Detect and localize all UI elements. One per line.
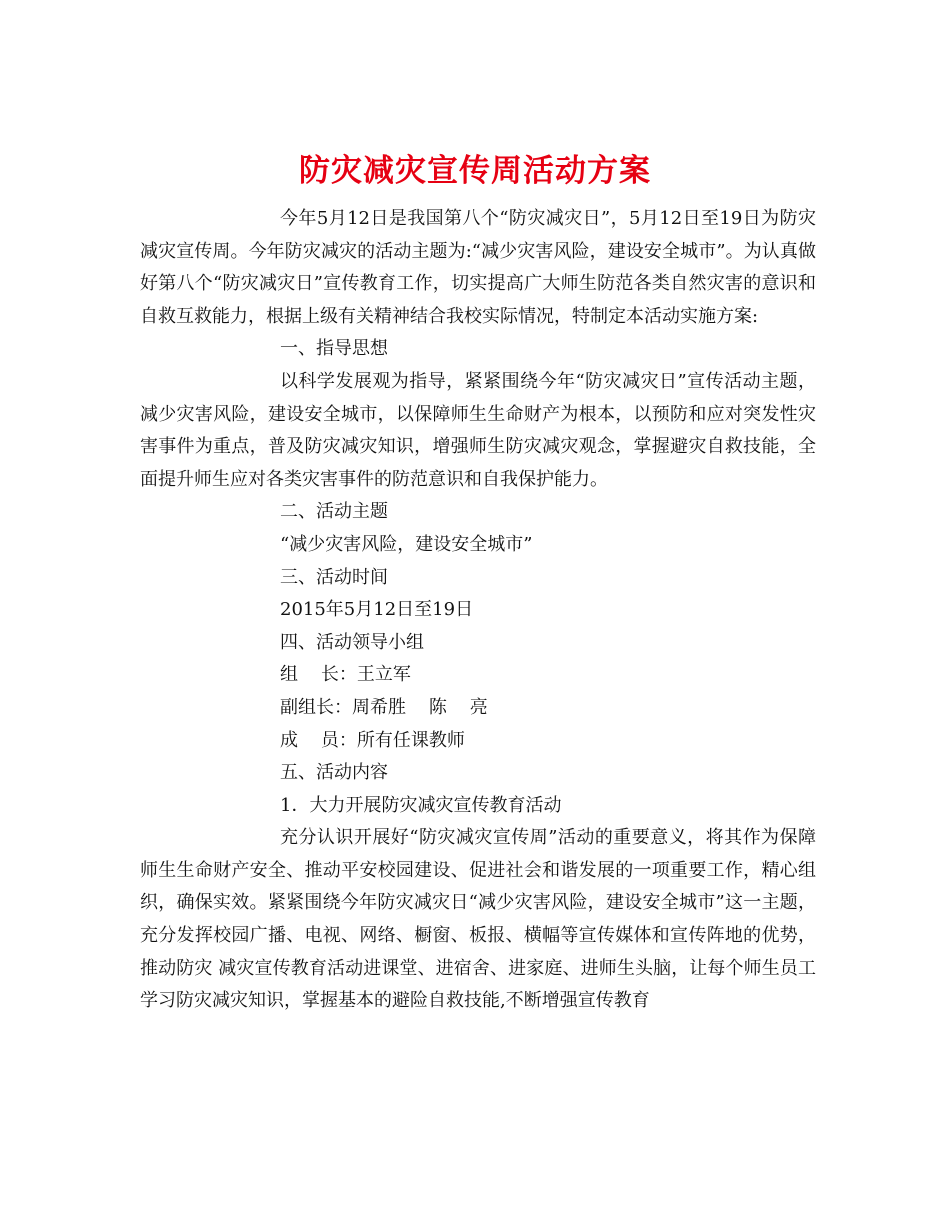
document-title: 防灾减灾宣传周活动方案 bbox=[299, 152, 651, 189]
leader-row: 组 长：王立军 bbox=[280, 664, 411, 686]
paragraph-activity-theme: “减少灾害风险，建设安全城市” bbox=[280, 533, 533, 555]
document-body bbox=[140, 203, 816, 1018]
heading-activity-time: 三、活动时间 bbox=[280, 566, 388, 588]
paragraph-guiding-thought: 以科学发展观为指导，紧紧围绕今年“防灾减灾日”宣传活动主题，减少灾害风险，建设安全城市，以保障师生生命财产为根本，以预防和应对突发性灾害事件为重点，普及防灾减灾知识，增强师生防灾减灾观念，掌握避灾自救技能，全面提升师生应对各类灾害事件的防范意识和自我保护能力。 bbox=[140, 370, 816, 490]
members-row: 成 员：所有任课教师 bbox=[280, 729, 465, 751]
paragraph-activity-time: 2015年5月12日至19日 bbox=[280, 599, 474, 621]
paragraph-intro: 今年5月12日是我国第八个“防灾减灾日”，5月12日至19日为防灾减灾宣传周。今年防灾减灾的活动主题为:“减少灾害风险，建设安全城市”。为认真做好第八个“防灾减灾日”宣传教育工作，切实提高广大师生防范各类自然灾害的意识和自救互救能力，根据上级有关精神结合我校实际情况，特制定本活动实施方案: bbox=[140, 208, 816, 327]
paragraph-publicity-education: 充分认识开展好“防灾减灾宣传周”活动的重要意义，将其作为保障师生生命财产安全、推动平安校园建设、促进社会和谐发展的一项重要工作，精心组织，确保实效。紧紧围绕今年防灾减灾日“减少灾害风险，建设安全城市”这一主题，充分发挥校园广播、电视、网络、橱窗、板报、横幅等宣传媒体和宣传阵地的优势，推动防灾 减灾宣传教育活动进课堂、进宿舍、进家庭、进师生头脑，让每个师生员工学习防灾减灾知识，掌握基本的避险自救技能,不断增强宣传教育 bbox=[140, 827, 816, 1012]
heading-activity-content: 五、活动内容 bbox=[280, 762, 388, 784]
deputy-leader-row: 副组长：周希胜 陈 亮 bbox=[280, 696, 488, 718]
heading-leadership-group: 四、活动领导小组 bbox=[280, 631, 424, 653]
heading-guiding-thought: 一、指导思想 bbox=[280, 338, 388, 360]
subheading-publicity-education: 1．大力开展防灾减灾宣传教育活动 bbox=[280, 794, 562, 816]
heading-activity-theme: 二、活动主题 bbox=[280, 501, 388, 523]
